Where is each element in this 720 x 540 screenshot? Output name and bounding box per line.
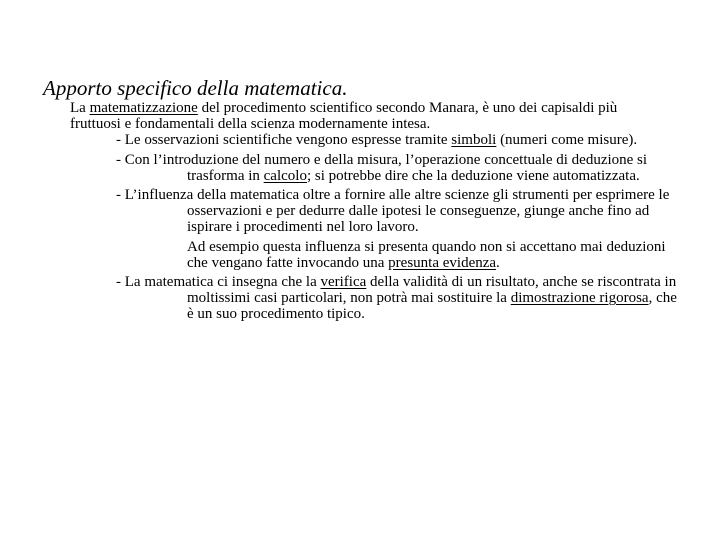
intro-paragraph (0, 100, 670, 132)
bullet-simboli (0, 132, 674, 148)
bullet-influenza-text: - L’influenza della matematica oltre a fornire alle altre scienze gli strumenti per esprimere le osservazioni e per dedurre dalle ipotesi le conseguenze, giunge anche fino ad ispirare i procedimenti nel loro lavoro. (116, 187, 670, 236)
term-matematizzazione: matematizzazione (89, 100, 198, 116)
example-lead: Ad esempio questa influenza si presenta quando non si accettano mai deduzioni che vengano fatte invocando una (187, 238, 666, 271)
bullet-verifica-mid: della validità di un risultato, anche se riscontrata in moltissimi casi particolari, non potrà mai sostituire la (187, 274, 677, 307)
slide-title: Apporto specifico della matematica. (43, 76, 348, 100)
bullet-verifica (0, 274, 677, 323)
bullet-simboli-lead: - Le osservazioni scientifiche vengono espresse tramite (116, 132, 452, 149)
example-tail: . (496, 254, 500, 271)
slide-body (0, 100, 720, 323)
bullet-simboli-tail: (numeri come misure). (496, 132, 638, 149)
bullet-calcolo-lead: - Con l’introduzione del numero e della misura, l’operazione concettuale di deduzione si trasforma in (116, 151, 648, 184)
term-dimostrazione-rigorosa: dimostrazione rigorosa (510, 290, 649, 307)
bullet-calcolo-tail: ; si potrebbe dire che la deduzione viene automatizzata. (306, 167, 640, 184)
term-simboli: simboli (451, 132, 497, 149)
term-verifica: verifica (320, 274, 367, 291)
term-presunta-evidenza: presunta evidenza (388, 254, 497, 271)
bullet-calcolo (0, 152, 677, 184)
bullet-influenza-example (0, 239, 677, 271)
bullet-verifica-lead: - La matematica ci insegna che la (116, 274, 321, 291)
intro-prefix: La (70, 100, 90, 116)
intro-rest: del procedimento scientifico secondo Manara, è uno dei capisaldi più fruttuosi e fondamentali della scienza modernamente intesa. (70, 100, 618, 133)
bullet-influenza (0, 187, 677, 236)
term-calcolo: calcolo (263, 167, 307, 184)
bullet-verifica-tail: , che è un suo procedimento tipico. (187, 290, 677, 323)
